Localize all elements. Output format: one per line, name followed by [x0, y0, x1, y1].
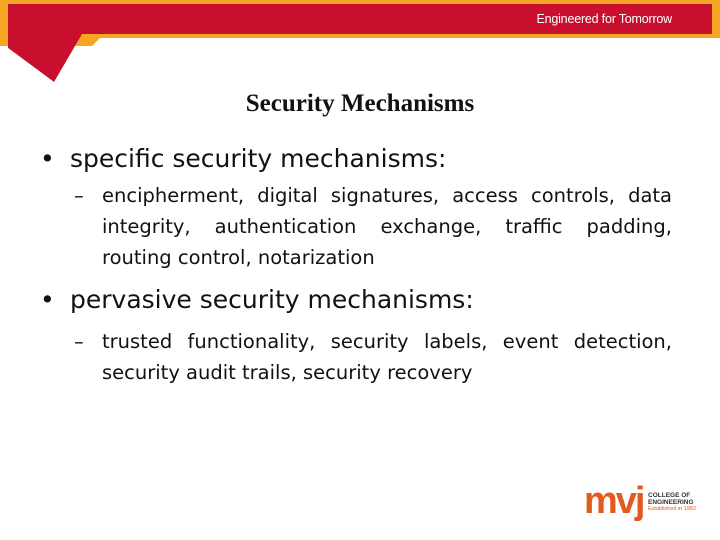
bullet-text: specific security mechanisms: [70, 144, 447, 173]
bullet-glyph: • [40, 285, 55, 314]
sub-bullet-item [74, 326, 672, 388]
slide-title: Security Mechanisms [245, 90, 475, 117]
sub-bullet-glyph: – [74, 184, 84, 207]
bullet-text: pervasive security mechanisms: [70, 285, 474, 314]
sub-bullet-text: trusted functionality, security labels, event detection, security audit trails, security recovery [102, 330, 672, 384]
logo-line-3: Established in 1982 [648, 506, 697, 513]
bullet-item [40, 284, 680, 315]
sub-bullet-item [74, 180, 672, 273]
college-logo [584, 480, 699, 528]
header-tagline: Engineered for Tomorrow [536, 12, 672, 26]
sub-bullet-glyph: – [74, 330, 84, 353]
logo-caption [648, 492, 700, 514]
bullet-item [40, 143, 680, 174]
sub-bullet-text: encipherment, digital signatures, access controls, data integrity, authentication exchange, traffic padding, routing control, notarization [102, 184, 672, 269]
logo-line-2: ENGINEERING [648, 499, 694, 507]
logo-mark: mvj [584, 480, 644, 522]
bullet-glyph: • [40, 144, 55, 173]
logo-line-1: COLLEGE OF [648, 492, 691, 499]
